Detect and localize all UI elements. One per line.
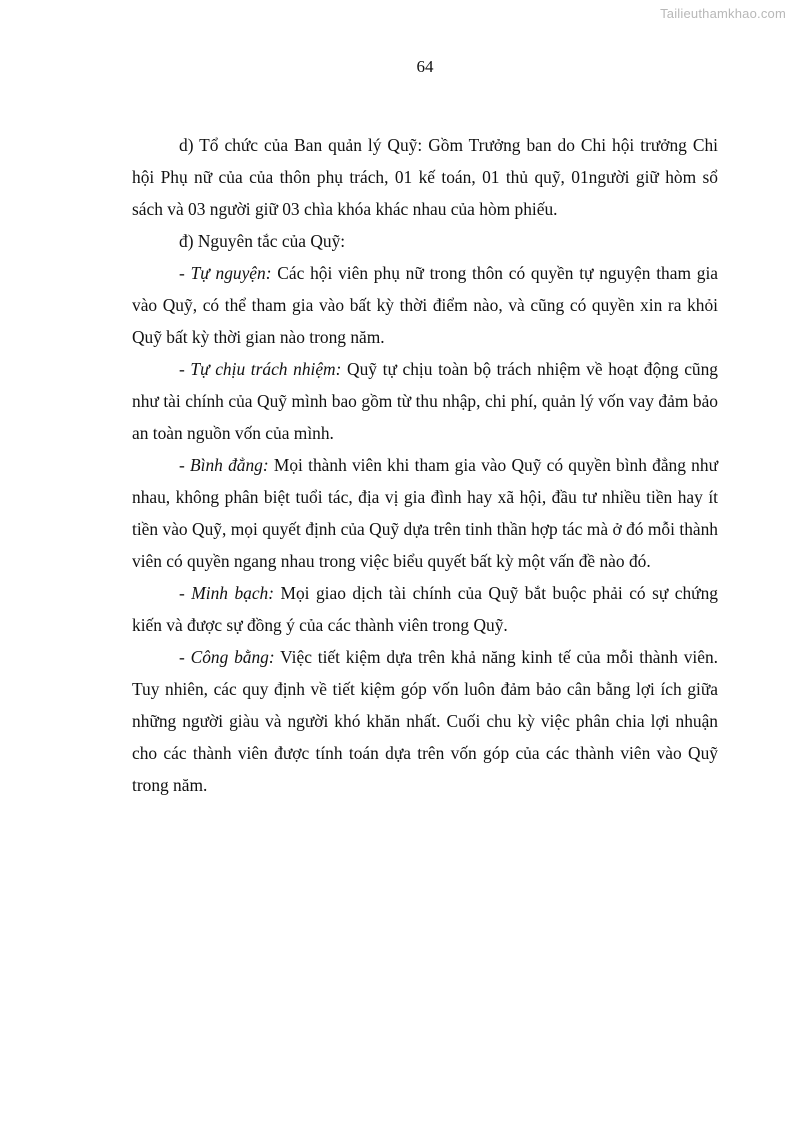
paragraph-transparency: [132, 577, 718, 641]
paragraph-fairness: [132, 641, 718, 801]
paragraph-voluntary: [132, 257, 718, 353]
paragraph-organization: [132, 129, 718, 225]
paragraph-lead: - Công bằng:: [179, 647, 275, 667]
watermark-text: Tailieuthamkhao.com: [660, 6, 786, 21]
page-number: 64: [416, 57, 434, 76]
paragraph-lead: - Tự nguyện:: [179, 263, 272, 283]
paragraph-text: Việc tiết kiệm dựa trên khả năng kinh tế của mỗi thành viên. Tuy nhiên, các quy định về tiết kiệm góp vốn luôn đảm bảo cân bằng lợi ích giữa những người giàu và người khó khăn nhất. Cuối chu kỳ việc phân chia lợi nhuận cho các thành viên được tính toán dựa trên vốn góp của các thành viên vào Quỹ trong năm.: [132, 647, 718, 795]
paragraph-responsibility: [132, 353, 718, 449]
paragraph-equality: [132, 449, 718, 577]
paragraph-text: d) Tổ chức của Ban quản lý Quỹ: Gồm Trưởng ban do Chi hội trưởng Chi hội Phụ nữ của của thôn phụ trách, 01 kế toán, 01 thủ quỹ, 01người giữ hòm sổ sách và 03 người giữ 03 chìa khóa khác nhau của hòm phiếu.: [132, 135, 718, 219]
paragraph-text: Mọi giao dịch tài chính của Quỹ bắt buộc phải có sự chứng kiến và được sự đồng ý của các thành viên trong Quỹ.: [132, 583, 718, 635]
paragraph-lead: - Tự chịu trách nhiệm:: [179, 359, 342, 379]
paragraph-text: đ) Nguyên tắc của Quỹ:: [179, 231, 346, 251]
paragraph-lead: - Bình đẳng:: [179, 455, 269, 475]
paragraph-text: Các hội viên phụ nữ trong thôn có quyền tự nguyện tham gia vào Quỹ, có thể tham gia vào bất kỳ thời điểm nào, và cũng có quyền xin ra khỏi Quỹ bất kỳ thời gian nào trong năm.: [132, 263, 718, 347]
paragraph-principles-heading: [132, 225, 718, 257]
document-body: [132, 129, 718, 801]
paragraph-lead: - Minh bạch:: [179, 583, 275, 603]
paragraph-text: Mọi thành viên khi tham gia vào Quỹ có quyền bình đẳng như nhau, không phân biệt tuổi tác, địa vị gia đình hay xã hội, đầu tư nhiều tiền hay ít tiền vào Quỹ, mọi quyết định của Quỹ dựa trên tinh thần hợp tác mà ở đó mỗi thành viên có quyền ngang nhau trong việc biểu quyết bất kỳ một vấn đề nào đó.: [132, 455, 718, 571]
paragraph-text: Quỹ tự chịu toàn bộ trách nhiệm về hoạt động cũng như tài chính của Quỹ mình bao gồm từ thu nhập, chi phí, quản lý vốn vay đảm bảo an toàn nguồn vốn của mình.: [132, 359, 718, 443]
